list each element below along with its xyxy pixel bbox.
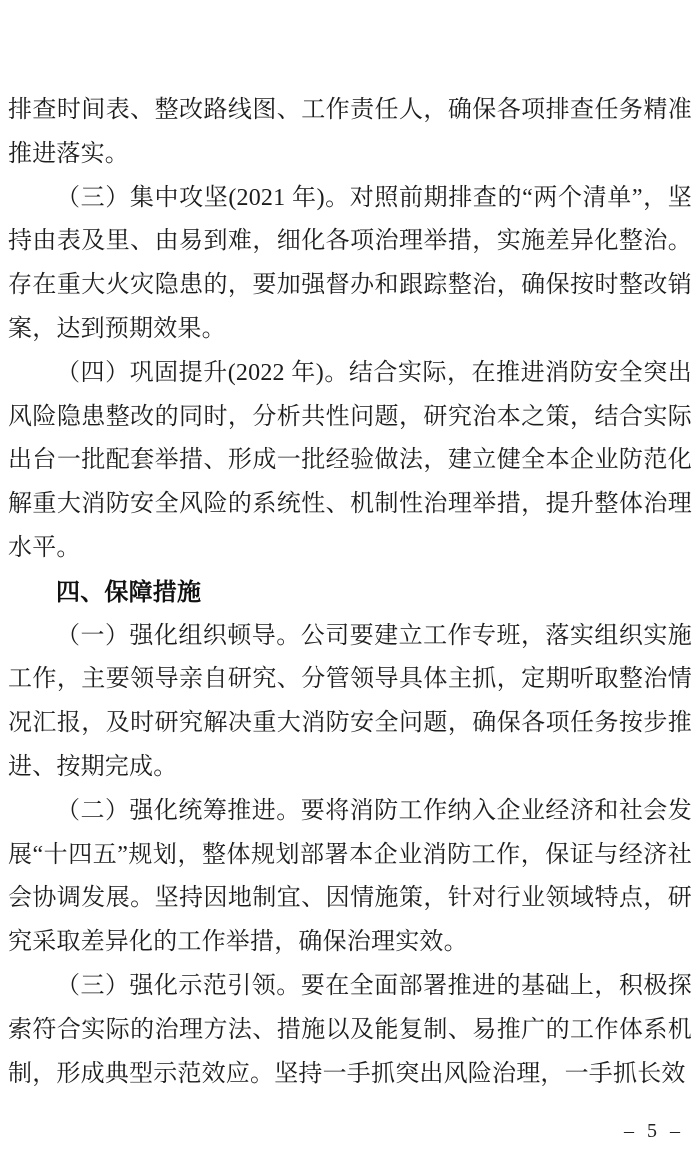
- paragraph-item-3-strengthen-demonstration: （三）强化示范引领。要在全面部署推进的基础上，积极探索符合实际的治理方法、措施以及能复制、易推广的工作体系机制，形成典型示范效应。坚持一手抓突出风险治理，一手抓长效: [8, 972, 692, 1087]
- page-number: – 5 –: [624, 1120, 680, 1142]
- document-body: [8, 89, 692, 1096]
- paragraph-item-2-strengthen-coordination: （二）强化统筹推进。要将消防工作纳入企业经济和社会发展“十四五”规划，整体规划部署本企业消防工作，保证与经济社会协调发展。坚持因地制宜、因情施策，针对行业领域特点，研究采取差异化的工作举措，确保治理实效。: [8, 797, 692, 956]
- paragraph-continuation: 排查时间表、整改路线图、工作责任人，确保各项排查任务精准推进落实。: [8, 97, 692, 167]
- paragraph-item-3-concentrated-push: （三）集中攻坚(2021 年)。对照前期排查的“两个清单”，坚持由表及里、由易到难，细化各项治理举措，实施差异化整治。存在重大火灾隐患的，要加强督办和跟踪整治，确保按时整改销案，达到预期效果。: [8, 184, 692, 342]
- paragraph-item-4-consolidate-improve: （四）巩固提升(2022 年)。结合实际，在推进消防安全突出风险隐患整改的同时，分析共性问题，研究治本之策，结合实际出台一批配套举措、形成一批经验做法，建立健全本企业防范化解重大消防安全风险的系统性、机制性治理举措，提升整体治理水平。: [8, 359, 692, 561]
- section-heading-safeguard-measures: 四、保障措施: [56, 578, 202, 606]
- paragraph-item-1-strengthen-organization: （一）强化组织顿导。公司要建立工作专班，落实组织实施工作，主要领导亲自研究、分管领导具体主抓，定期听取整治情况汇报，及时研究解决重大消防安全问题，确保各项任务按步推进、按期完成。: [8, 622, 692, 780]
